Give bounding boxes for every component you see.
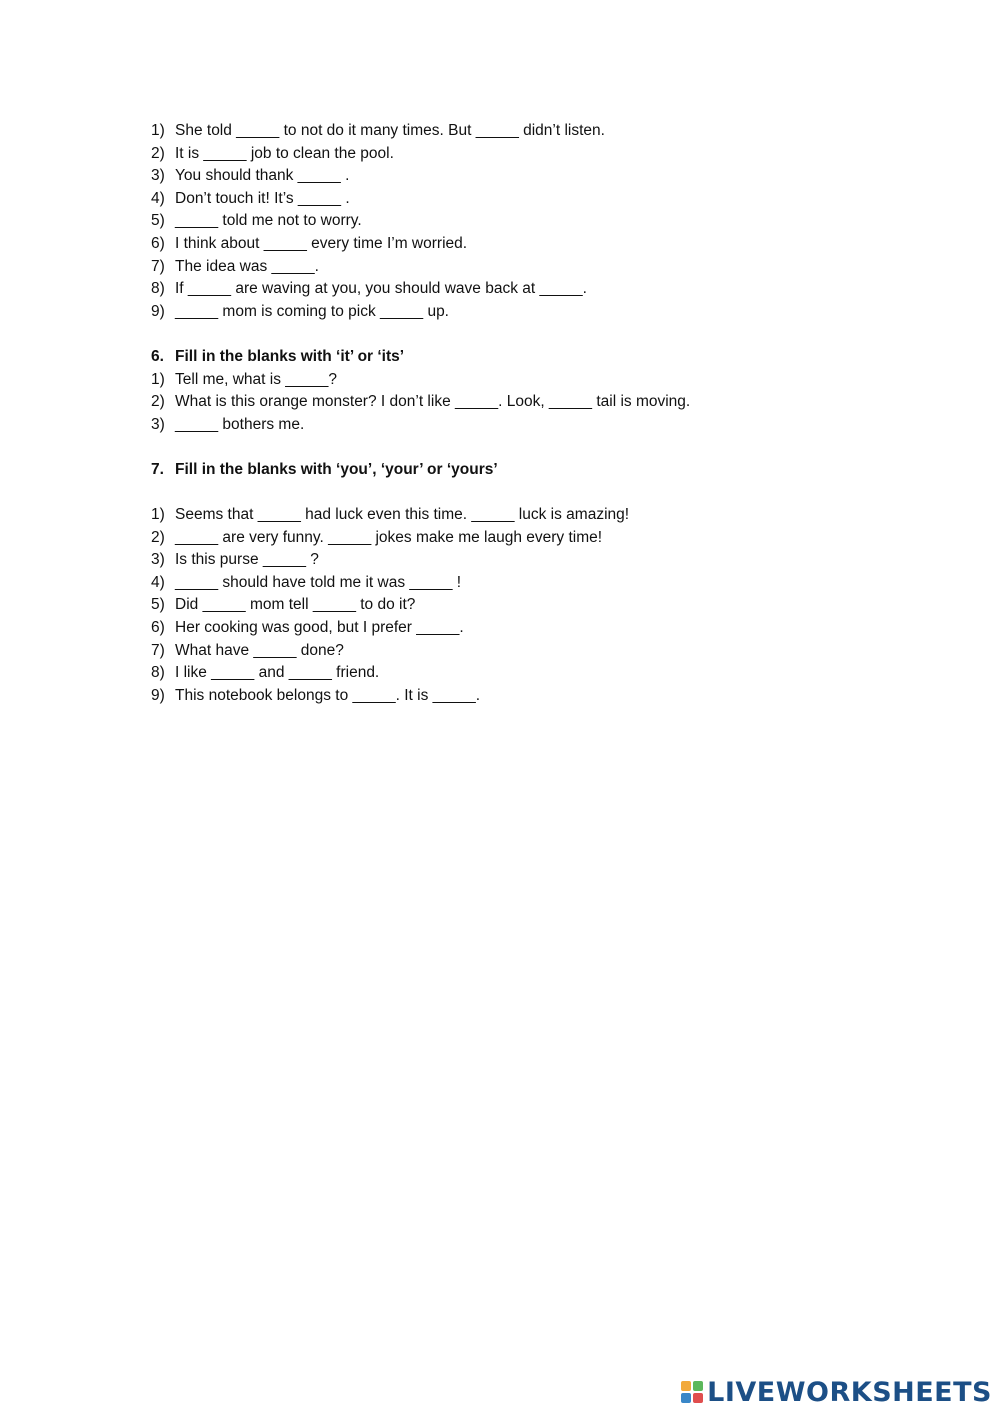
question-text: Did _____ mom tell _____ to do it? bbox=[175, 596, 416, 614]
section-6-heading: 6. Fill in the blanks with ‘it’ or ‘its’ bbox=[151, 346, 931, 369]
question-text: _____ should have told me it was _____ ! bbox=[175, 573, 462, 591]
question-text: The idea was _____. bbox=[175, 257, 319, 275]
question-text: Don’t touch it! It’s _____ . bbox=[175, 189, 350, 207]
question-text: Is this purse _____ ? bbox=[175, 551, 319, 569]
question-text: What is this orange monster? I don’t like _____. Look, _____ tail is moving. bbox=[175, 393, 691, 411]
worksheet bbox=[151, 120, 931, 707]
logo-block bbox=[693, 1381, 703, 1391]
question-text: _____ told me not to worry. bbox=[175, 212, 362, 230]
list-item: 1) Seems that _____ had luck even this time. _____ luck is amazing! bbox=[151, 504, 931, 527]
section-6-list bbox=[151, 369, 931, 437]
question-text: If _____ are waving at you, you should wave back at _____. bbox=[175, 280, 587, 298]
question-text: It is _____ job to clean the pool. bbox=[175, 144, 394, 162]
list-item: 1) Tell me, what is _____? bbox=[151, 369, 931, 392]
question-text: Seems that _____ had luck even this time. _____ luck is amazing! bbox=[175, 506, 630, 524]
section-5-list bbox=[151, 120, 931, 323]
list-item: 5) Did _____ mom tell _____ to do it? bbox=[151, 594, 931, 617]
question-text: Her cooking was good, but I prefer _____. bbox=[175, 619, 464, 637]
question-text: _____ are very funny. _____ jokes make me laugh every time! bbox=[175, 528, 603, 546]
list-item: 2) It is _____ job to clean the pool. bbox=[151, 143, 931, 166]
list-item: 8) I like _____ and _____ friend. bbox=[151, 662, 931, 685]
spacer bbox=[151, 436, 931, 459]
section-7-list bbox=[151, 504, 931, 707]
question-text: Tell me, what is _____? bbox=[175, 370, 337, 388]
spacer bbox=[151, 323, 931, 346]
logo-block bbox=[681, 1381, 691, 1391]
question-text: _____ bothers me. bbox=[175, 415, 305, 433]
list-item: 2) What is this orange monster? I don’t like _____. Look, _____ tail is moving. bbox=[151, 391, 931, 414]
list-item: 1) She told _____ to not do it many times. But _____ didn’t listen. bbox=[151, 120, 931, 143]
list-item: 4) _____ should have told me it was _____ ! bbox=[151, 572, 931, 595]
question-text: I think about _____ every time I’m worried. bbox=[175, 234, 468, 252]
spacer bbox=[151, 482, 931, 505]
list-item: 8) If _____ are waving at you, you should wave back at _____. bbox=[151, 278, 931, 301]
list-item: 3) _____ bothers me. bbox=[151, 414, 931, 437]
list-item: 7) The idea was _____. bbox=[151, 256, 931, 279]
list-item: 9) _____ mom is coming to pick _____ up. bbox=[151, 301, 931, 324]
question-text: She told _____ to not do it many times. But _____ didn’t listen. bbox=[175, 122, 605, 139]
list-item: 3) Is this purse _____ ? bbox=[151, 549, 931, 572]
question-text: I like _____ and _____ friend. bbox=[175, 664, 380, 682]
section-title: Fill in the blanks with ‘you’, ‘your’ or ‘yours’ bbox=[175, 460, 498, 478]
section-7-heading: 7. Fill in the blanks with ‘you’, ‘your’ or ‘yours’ bbox=[151, 459, 931, 482]
list-item: 5) _____ told me not to worry. bbox=[151, 210, 931, 233]
question-text: You should thank _____ . bbox=[175, 167, 350, 185]
list-item: 9) This notebook belongs to _____. It is _____. bbox=[151, 685, 931, 708]
logo-blocks-icon bbox=[681, 1381, 703, 1403]
list-item: 6) I think about _____ every time I’m worried. bbox=[151, 233, 931, 256]
list-item: 4) Don’t touch it! It’s _____ . bbox=[151, 188, 931, 211]
question-text: What have _____ done? bbox=[175, 641, 344, 659]
section-title: Fill in the blanks with ‘it’ or ‘its’ bbox=[175, 347, 405, 365]
list-item: 6) Her cooking was good, but I prefer _____. bbox=[151, 617, 931, 640]
list-item: 2) _____ are very funny. _____ jokes make me laugh every time! bbox=[151, 527, 931, 550]
list-item: 3) You should thank _____ . bbox=[151, 165, 931, 188]
logo-block bbox=[693, 1393, 703, 1403]
logo-block bbox=[681, 1393, 691, 1403]
question-text: This notebook belongs to _____. It is _____. bbox=[175, 686, 481, 704]
list-item: 7) What have _____ done? bbox=[151, 640, 931, 663]
liveworksheets-logo[interactable] bbox=[681, 1375, 992, 1409]
logo-text: LIVEWORKSHEETS bbox=[707, 1376, 992, 1408]
question-text: _____ mom is coming to pick _____ up. bbox=[175, 302, 449, 320]
